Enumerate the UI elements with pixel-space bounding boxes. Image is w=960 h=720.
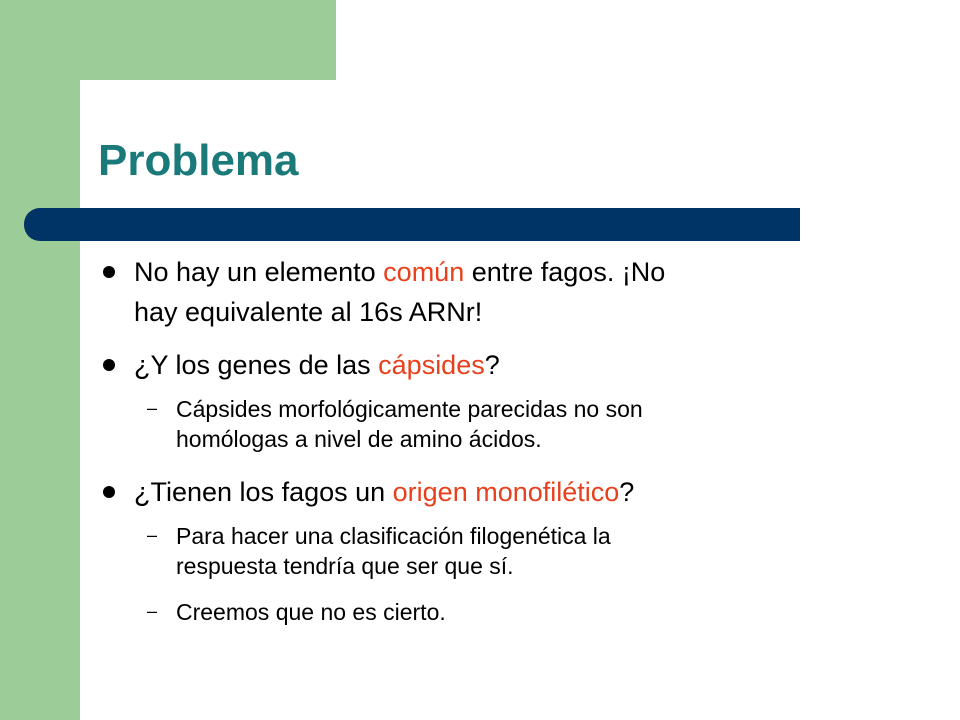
slide-title: Problema xyxy=(98,136,299,185)
bullet-2-text xyxy=(134,347,854,383)
bullet-1-highlight: común xyxy=(383,257,465,287)
sub-dash: – xyxy=(147,398,158,418)
sub-dash: – xyxy=(147,601,158,621)
sub-3-line-1: Creemos que no es cierto. xyxy=(176,599,446,625)
bullet-dot xyxy=(103,359,115,371)
sub-2-line-1: Para hacer una clasificación filogenética la xyxy=(176,523,611,549)
bullet-1-line-2: hay equivalente al 16s ARNr! xyxy=(134,297,483,327)
sub-2-line-2: respuesta tendría que ser que sí. xyxy=(176,553,514,579)
bullet-dot xyxy=(103,266,115,278)
bullet-1-part-a: No hay un elemento xyxy=(134,257,384,287)
bullet-dot xyxy=(103,486,115,498)
sub-1-line-2: homólogas a nivel de amino ácidos. xyxy=(176,426,542,452)
bullet-1-text xyxy=(134,254,854,290)
bullet-3-part-c: ? xyxy=(619,477,635,507)
bullet-3-part-a: ¿Tienen los fagos un xyxy=(134,477,393,507)
bullet-2-part-a: ¿Y los genes de las xyxy=(134,350,379,380)
bullet-3-highlight: origen monofilético xyxy=(392,477,620,507)
sub-1-line-1: Cápsides morfológicamente parecidas no son xyxy=(176,396,643,422)
sub-dash: – xyxy=(147,525,158,545)
bullet-2-highlight: cápsides xyxy=(378,350,485,380)
bullet-2-part-c: ? xyxy=(484,350,500,380)
bullet-3-text xyxy=(134,474,854,510)
bullet-1-part-c: entre fagos. ¡No xyxy=(464,257,666,287)
